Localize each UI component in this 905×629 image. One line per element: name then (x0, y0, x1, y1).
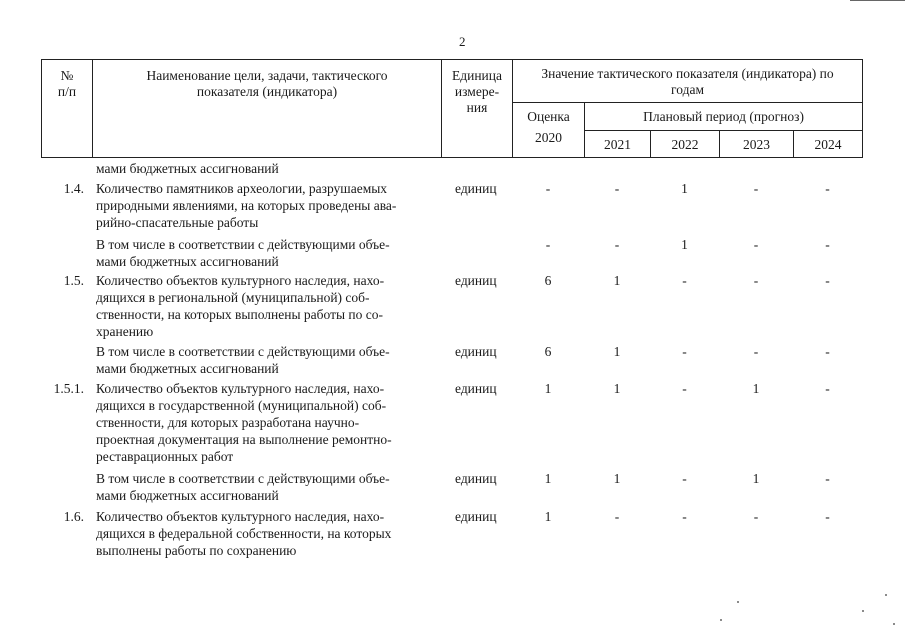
row-name-line: выполнены работы по сохранению (96, 543, 297, 558)
row-value: 1 (681, 181, 688, 196)
row-name-line: Количество объектов культурного наследия, нахо- (96, 509, 385, 524)
row-name (96, 160, 436, 177)
row-name-line: мами бюджетных ассигнований (96, 488, 279, 503)
row-number: 1.4. (63, 181, 84, 196)
scan-speck (862, 610, 864, 612)
header-values: Значение тактического показателя (индикатора) по годам (513, 60, 863, 103)
row-name-line: ственности, для которых разработана научно- (96, 415, 360, 430)
row-name (96, 380, 436, 465)
row-value: - (682, 273, 687, 288)
header-year-2023: 2023 (720, 131, 794, 158)
scan-speck (893, 623, 895, 625)
row-name-line: хранению (96, 324, 154, 339)
row-value: - (825, 509, 830, 524)
row-value: - (545, 181, 551, 196)
page-number: 2 (459, 34, 466, 49)
row-name (96, 272, 436, 340)
header-year-2022: 2022 (651, 131, 720, 158)
row-value: - (614, 509, 620, 524)
row-unit: единиц (455, 181, 497, 196)
row-unit: единиц (455, 381, 497, 396)
row-value: - (825, 237, 830, 252)
row-value: 1 (544, 509, 552, 524)
scan-speck (885, 594, 887, 596)
row-name-line: Количество памятников археологии, разрушаемых (96, 181, 388, 196)
row-name-line: мами бюджетных ассигнований (96, 161, 279, 176)
row-name-line: реставрационных работ (96, 449, 234, 464)
row-name-line: В том числе в соответствии с действующими объе- (96, 344, 390, 359)
row-value: 1 (544, 471, 552, 486)
row-value: - (753, 273, 759, 288)
row-value: - (682, 381, 687, 396)
row-value: - (753, 344, 759, 359)
row-unit: единиц (455, 344, 497, 359)
table-header (41, 59, 863, 158)
row-value: - (682, 344, 687, 359)
row-value: - (682, 509, 687, 524)
row-name-line: природными явлениями, на которых проведены ава- (96, 198, 397, 213)
row-value: 1 (752, 381, 760, 396)
row-value: - (825, 181, 830, 196)
header-num: № п/п (42, 60, 93, 158)
row-name-line: проектная документация на выполнение ремонтно- (96, 432, 392, 447)
row-name-line: ственности, на которых выполнены работы по со- (96, 307, 384, 322)
row-name-line: мами бюджетных ассигнований (96, 254, 279, 269)
row-name-line: мами бюджетных ассигнований (96, 361, 279, 376)
row-name (96, 180, 436, 231)
row-value: 6 (544, 273, 552, 288)
row-value: 1 (752, 471, 760, 486)
row-name-line: Количество объектов культурного наследия, нахо- (96, 273, 385, 288)
row-number: 1.5. (63, 273, 84, 288)
row-value: 6 (544, 344, 552, 359)
scan-speck (720, 619, 722, 621)
row-number: 1.6. (63, 509, 84, 524)
row-value: - (825, 273, 830, 288)
row-value: - (682, 471, 687, 486)
row-value: - (614, 237, 620, 252)
row-name (96, 236, 436, 270)
row-name-line: В том числе в соответствии с действующими объе- (96, 237, 390, 252)
row-name (96, 470, 436, 504)
row-name-line: рийно-спасательные работы (96, 215, 259, 230)
row-value: - (825, 344, 830, 359)
row-value: - (825, 381, 830, 396)
row-name-line: дящихся в государственной (муниципальной) соб- (96, 398, 387, 413)
corner-scan-line (850, 0, 905, 1)
row-value: - (825, 471, 830, 486)
row-value: 1 (613, 381, 621, 396)
header-plan: Плановый период (прогноз) (585, 103, 863, 131)
row-value: - (614, 181, 620, 196)
row-name (96, 343, 436, 377)
row-unit: единиц (455, 509, 497, 524)
row-number: 1.5.1. (53, 381, 84, 396)
header-name: Наименование цели, задачи, тактического показателя (индикатора) (93, 60, 442, 158)
row-value: - (545, 237, 551, 252)
row-value: 1 (681, 237, 688, 252)
row-value: - (753, 181, 759, 196)
row-value: 1 (613, 471, 621, 486)
row-value: - (753, 509, 759, 524)
row-name-line: В том числе в соответствии с действующими объе- (96, 471, 390, 486)
row-value: 1 (613, 344, 621, 359)
row-value: 1 (613, 273, 621, 288)
row-name (96, 508, 436, 559)
row-unit: единиц (455, 471, 497, 486)
header-unit: Единица измере-ния (442, 60, 513, 158)
row-value: 1 (544, 381, 552, 396)
row-value: - (753, 237, 759, 252)
row-name-line: дящихся в региональной (муниципальной) соб- (96, 290, 370, 305)
header-year-2021: 2021 (585, 131, 651, 158)
scan-speck (737, 601, 739, 603)
header-year-2024: 2024 (794, 131, 863, 158)
header-estimate: Оценка 2020 (513, 103, 585, 158)
row-name-line: дящихся в федеральной собственности, на которых (96, 526, 392, 541)
row-unit: единиц (455, 273, 497, 288)
row-name-line: Количество объектов культурного наследия, нахо- (96, 381, 385, 396)
